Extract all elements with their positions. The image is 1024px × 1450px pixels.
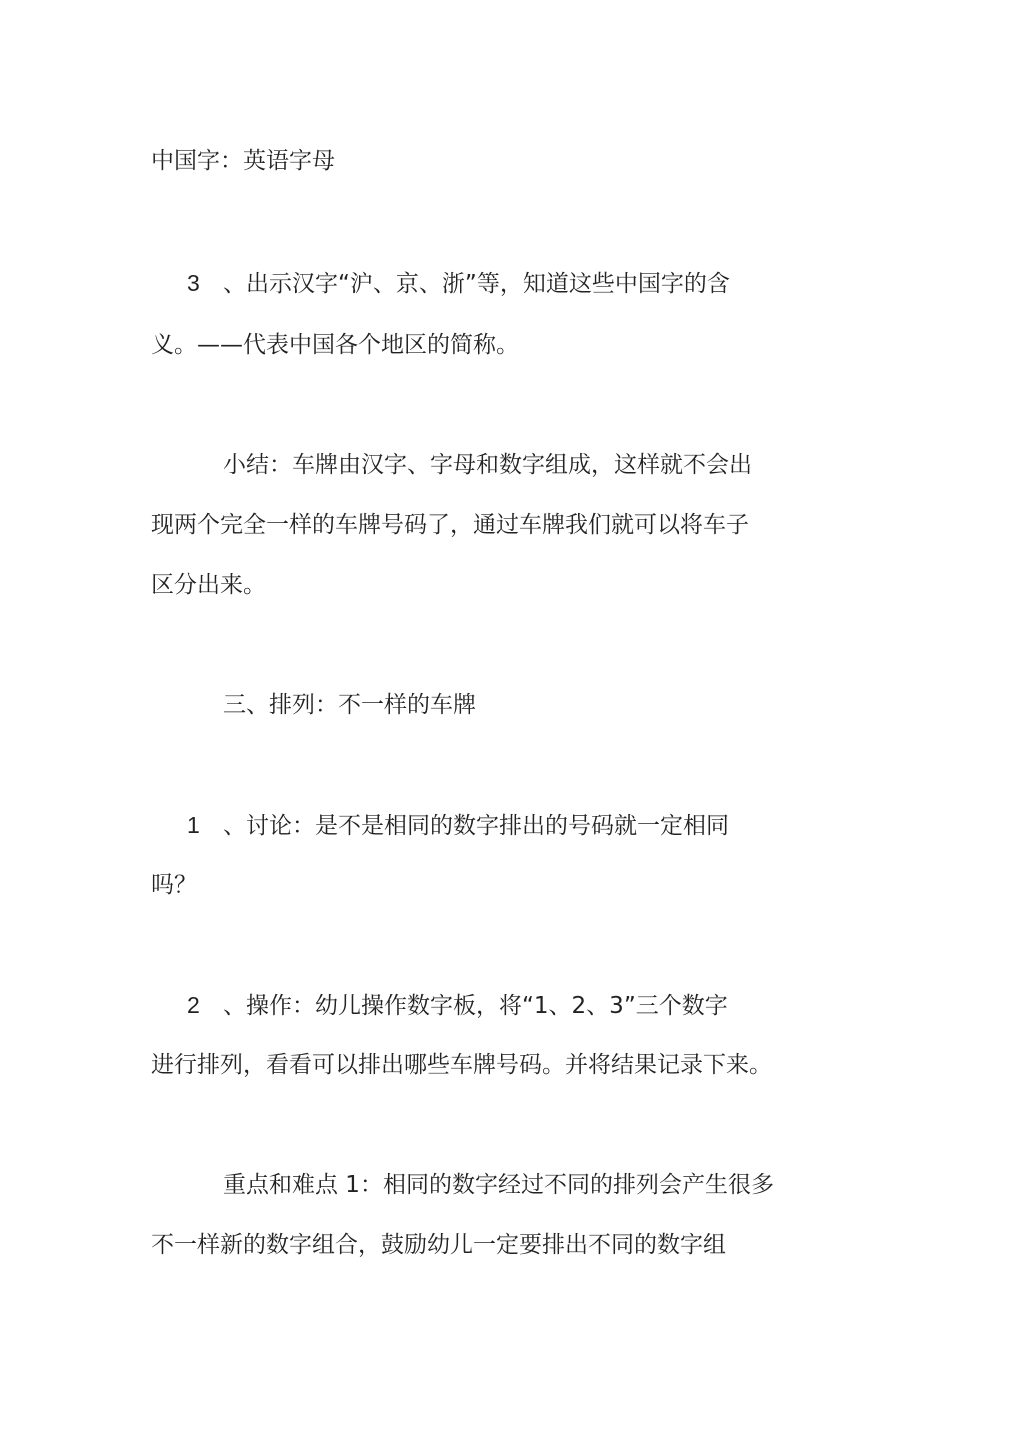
paragraph-line: 进行排列，看看可以排出哪些车牌号码。并将结果记录下来。 <box>151 1052 772 1078</box>
list-number: 3 <box>187 270 200 296</box>
paragraph-text: 、讨论：是不是相同的数字排出的号码就一定相同 <box>223 813 729 839</box>
paragraph-line: 吗？ <box>151 872 197 898</box>
numbered-paragraph-line <box>151 810 729 841</box>
paragraph-line: 义。——代表中国各个地区的简称。 <box>151 332 519 358</box>
list-number: 1 <box>187 812 200 838</box>
list-number: 2 <box>187 992 200 1018</box>
paragraph-line: 重点和难点 1：相同的数字经过不同的排列会产生很多 <box>223 1172 774 1198</box>
numbered-paragraph-line <box>151 990 728 1021</box>
paragraph-line: 现两个完全一样的车牌号码了，通过车牌我们就可以将车子 <box>151 512 749 538</box>
paragraph-line: 小结：车牌由汉字、字母和数字组成，这样就不会出 <box>223 452 752 478</box>
paragraph-text: 、操作：幼儿操作数字板，将“1、2、3”三个数字 <box>223 993 728 1019</box>
numbered-paragraph-line <box>151 268 730 299</box>
paragraph-text: 、出示汉字“沪、京、浙”等，知道这些中国字的含 <box>223 271 730 297</box>
paragraph-line: 中国字：英语字母 <box>151 148 335 174</box>
paragraph-line: 区分出来。 <box>151 572 266 598</box>
paragraph-line: 不一样新的数字组合，鼓励幼儿一定要排出不同的数字组 <box>151 1232 726 1258</box>
section-heading: 三、排列：不一样的车牌 <box>223 692 476 718</box>
